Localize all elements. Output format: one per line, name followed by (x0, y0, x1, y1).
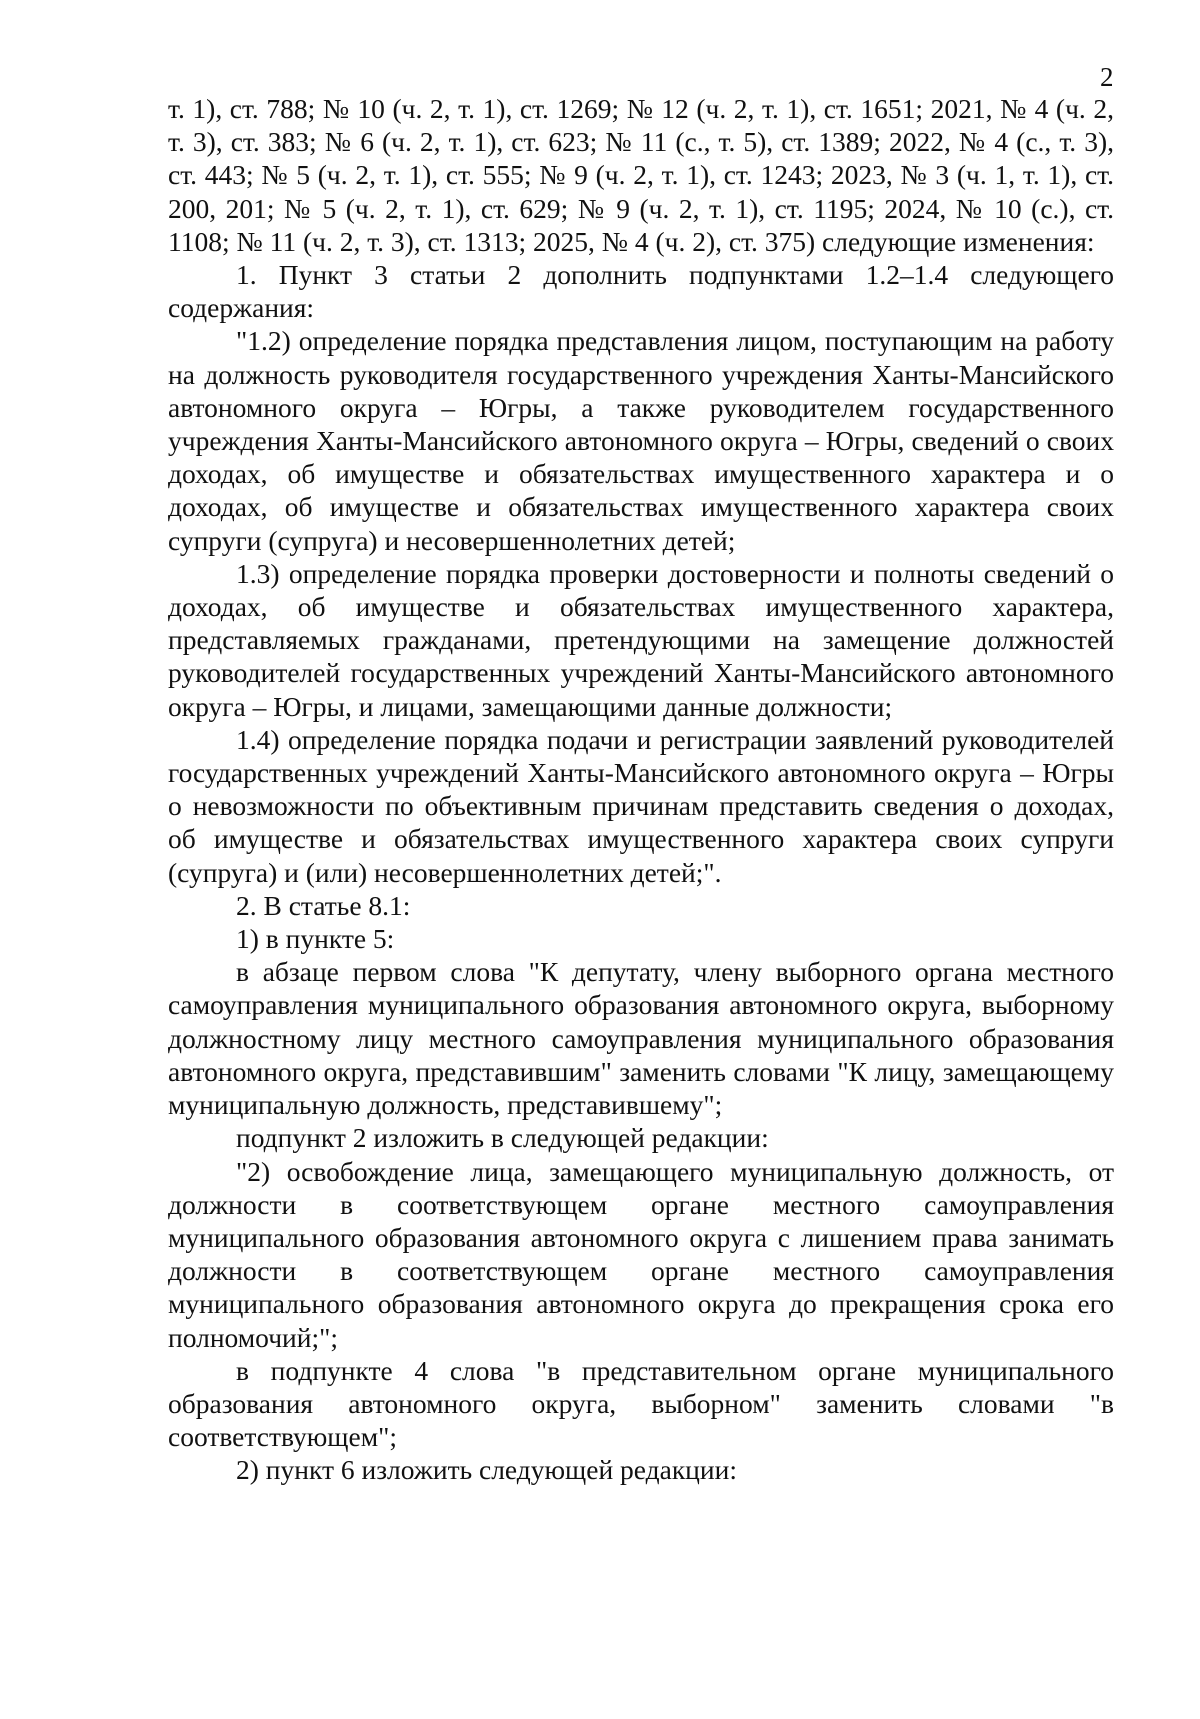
paragraph: в подпункте 4 слова "в представительном органе муниципального образования автономного округа, выборном" заменить словами "в соответствующем"; (168, 1354, 1114, 1453)
paragraph: 1. Пункт 3 статьи 2 дополнить подпунктами 1.2–1.4 следующего содержания: (168, 259, 1114, 324)
paragraph: подпункт 2 изложить в следующей редакции: (236, 1122, 769, 1154)
paragraph: 1.4) определение порядка подачи и регистрации заявлений руководителей государственных учреждений Ханты-Мансийского автономного округа – Югры о невозможности по объективным причинам представить сведения о доходах, об имуществе и обязательствах имущественного характера своих супруги (супруга) и (или) несовершеннолетних детей;". (168, 723, 1114, 888)
paragraph: 2. В статье 8.1: (236, 889, 411, 921)
paragraph: 1.3) определение порядка проверки достоверности и полноты сведений о доходах, об имуществе и обязательствах имущественного характера, представляемых гражданами, претендующими на замещение должностей руководителей государственных учреждений Ханты-Мансийского автономного округа – Югры, и лицами, замещающими данные должности; (168, 557, 1114, 722)
paragraph: т. 1), ст. 788; № 10 (ч. 2, т. 1), ст. 1269; № 12 (ч. 2, т. 1), ст. 1651; 2021, № 4 (ч. 2, т. 3), ст. 383; № 6 (ч. 2, т. 1), ст. 623; № 11 (с., т. 5), ст. 1389; 2022, № 4 (с., т. 3), ст. 443; № 5 (ч. 2, т. 1), ст. 555; № 9 (ч. 2, т. 1), ст. 1243; 2023, № 3 (ч. 1, т. 1), ст. 200, 201; № 5 (ч. 2, т. 1), ст. 629; № 9 (ч. 2, т. 1), ст. 1195; 2024, № 10 (с.), ст. 1108; № 11 (ч. 2, т. 3), ст. 1313; 2025, № 4 (ч. 2), ст. 375) следующие изменения: (168, 93, 1114, 257)
document-body (168, 92, 1114, 1487)
paragraph: "1.2) определение порядка представления лицом, поступающим на работу на должность руководителя государственного учреждения Ханты-Мансийского автономного округа – Югры, а также руководителем государственного учреждения Ханты-Мансийского автономного округа – Югры, сведений о своих доходах, об имуществе и обязательствах имущественного характера и о доходах, об имуществе и обязательствах имущественного характера своих супруги (супруга) и несовершеннолетних детей; (168, 325, 1114, 556)
paragraph: 1) в пункте 5: (236, 923, 395, 955)
paragraph: "2) освобождение лица, замещающего муниципальную должность, от должности в соответствующем органе местного самоуправления муниципального образования автономного округа с лишением права занимать должности в соответствующем органе местного самоуправления муниципального образования автономного округа до прекращения срока его полномочий;"; (168, 1155, 1114, 1353)
paragraph: в абзаце первом слова "К депутату, члену выборного органа местного самоуправления муниципального образования автономного округа, выборному должностному лицу местного самоуправления муниципального образования автономного округа, представившим" заменить словами "К лицу, замещающему муниципальную должность, представившему"; (168, 956, 1114, 1121)
paragraph: 2) пункт 6 изложить следующей редакции: (236, 1454, 737, 1486)
page-number: 2 (1100, 62, 1114, 92)
